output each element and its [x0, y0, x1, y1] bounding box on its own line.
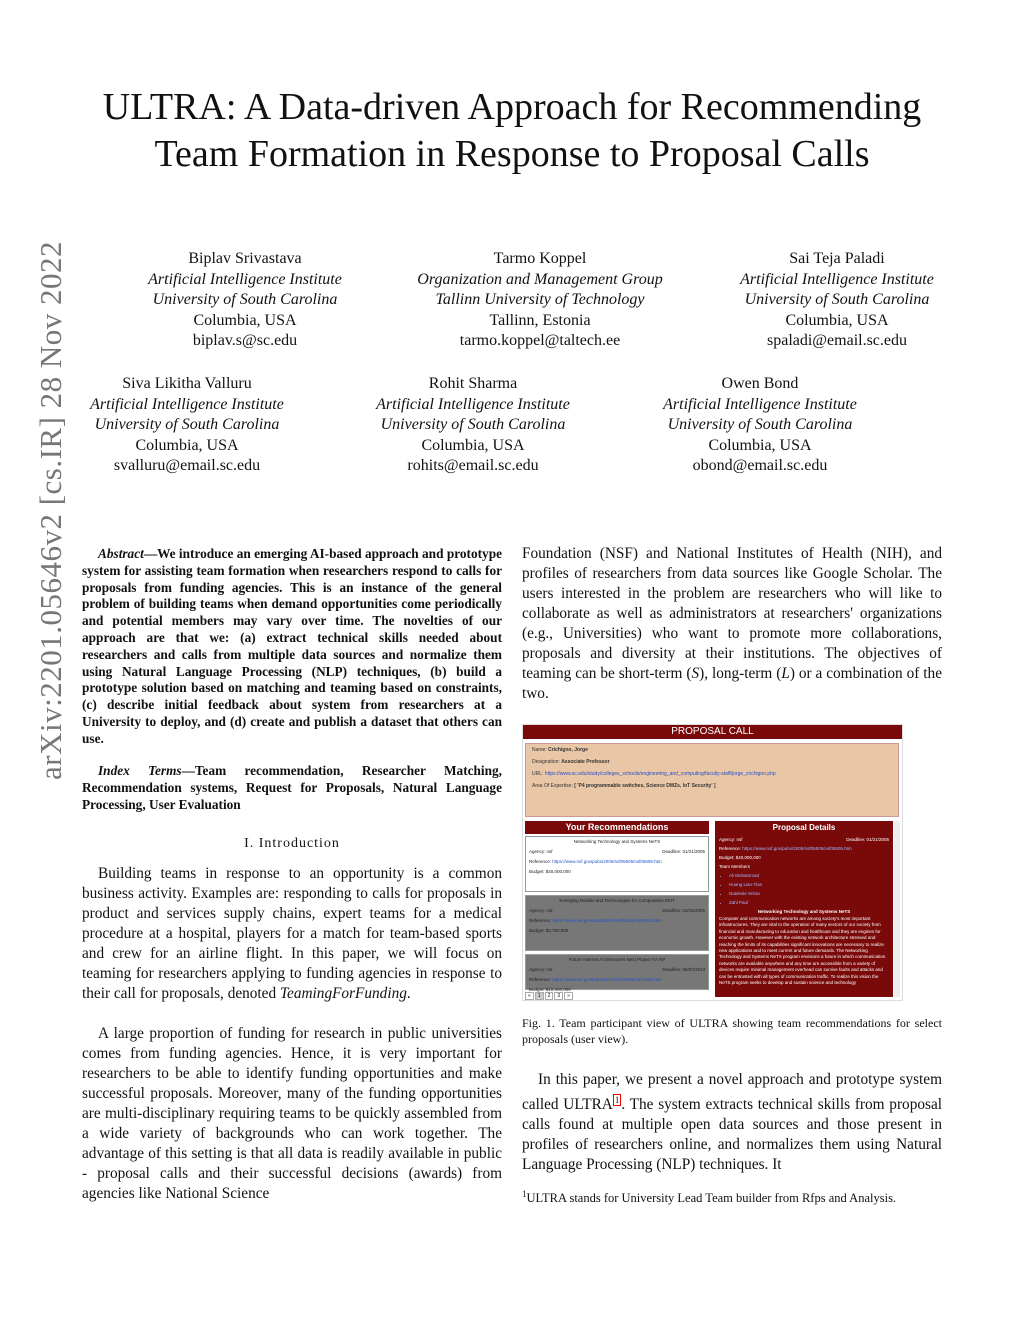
label: Reference: [529, 918, 552, 923]
author-block [400, 249, 680, 352]
label: Reference: [529, 859, 552, 864]
author-block [358, 374, 588, 477]
recommendations-header: Your Recommendations [525, 821, 709, 834]
author-affiliation: University of South Carolina [667, 416, 853, 433]
rec-agency: Agency: nsf [529, 908, 553, 913]
program-title: Networking Technology and Systems NeTS [757, 909, 851, 914]
page-button[interactable]: 3 [554, 992, 563, 1000]
math-symbol: L [781, 665, 790, 682]
rec-reference-link[interactable]: https://www.nsf.gov/pubs/2005/nsf05505/nsf05505.htm [552, 859, 662, 864]
rec-budget: Budget: $3,750,000 [529, 928, 569, 933]
intro-text: . [406, 985, 411, 1002]
intro-paragraph-1 [82, 864, 502, 1004]
author-name: Siva Likitha Valluru [122, 375, 252, 392]
rec-reference-link[interactable]: https://www.nsf.gov/pubs/2005/nsf05524/nsf05524.htm [552, 918, 662, 923]
recommendation-card[interactable] [525, 836, 709, 892]
rec-reference-link[interactable]: https://www.nsf.gov/pubs/2013/nsf13538/nsf13538.htm [552, 977, 662, 982]
author-affiliation: Artificial Intelligence Institute [90, 395, 284, 413]
author-affiliation: University of South Carolina [744, 291, 930, 308]
author-affiliation: Organization and Management Group [417, 270, 663, 288]
figure-caption: Fig. 1. Team participant view of ULTRA showing team recommendations for select proposals (user view). [522, 1016, 942, 1046]
details-reference-link[interactable]: https://www.nsf.gov/pubs/2005/nsf05505/nsf05505.htm [742, 846, 852, 851]
intro-emphasis: TeamingForFunding [279, 985, 407, 1002]
author-affiliation: Tallinn University of Technology [435, 291, 645, 308]
author-affiliation: Artificial Intelligence Institute [148, 270, 342, 288]
index-terms [82, 763, 502, 813]
rec-deadline: Deadline: 06/07/2013 [662, 967, 705, 972]
proposal-details-panel [715, 821, 893, 997]
team-member-link[interactable]: • Zahl Paul [729, 898, 889, 907]
rec-agency: Agency: nsf [529, 849, 553, 854]
abstract-text: —We introduce an emerging AI-based approach and prototype system for assisting team formation when researchers respond to calls for proposals from funding agencies. This is an instance of the general problem of building teams when demand opportunities come periodically and potential members may vary over time. The novelties of our approach are that we: (a) extract technical skills needed about researchers and calls from multiple data sources and normalize them using Natural Language Processing (NLP) techniques, (b) build a prototype solution based on matching and teaming based on constraints, (c) describe initial feedback about system from researchers at a University to deploy, and (d) create and publish a dataset that others can use. [82, 546, 502, 746]
page-button[interactable]: 1 [535, 992, 544, 1000]
intro-paragraph-2: A large proportion of funding for research in public universities comes from funding agencies. Hence, it is very important for researchers to be able to identify funding opportunities and make successful proposals. Moreover, many of the funding opportunities are multi-disciplinary requiring teams to be quickly assembled from a wide variety of backgrounds who can work together. The advantage of this setting is that all data is readily available in public - proposal calls and their successful decisions (awards) from agencies like National Science [82, 1025, 502, 1202]
rec-agency: Agency: nsf [529, 967, 553, 972]
author-name: Owen Bond [721, 375, 799, 392]
rec-title: Networking Technology and Systems NeTS [573, 839, 661, 844]
label: Designation: [532, 759, 560, 765]
author-name: Biplav Srivastava [188, 250, 302, 267]
author-affiliation: Artificial Intelligence Institute [740, 270, 934, 288]
abstract [82, 546, 502, 748]
index-terms-label: Index Terms [98, 763, 182, 778]
details-header: Proposal Details [772, 823, 836, 832]
author-block [722, 249, 952, 352]
author-affiliation: Artificial Intelligence Institute [376, 395, 570, 413]
right-paragraph-1 [522, 544, 942, 704]
profile-designation: Associate Professor [561, 759, 610, 765]
rec-budget: Budget: $10,000,000 [529, 987, 571, 992]
author-location: Columbia, USA [708, 436, 812, 454]
details-scrollbar[interactable] [894, 821, 900, 997]
author-email[interactable]: obond@email.sc.edu [692, 457, 828, 474]
rec-deadline: Deadline: 01/21/2005 [662, 849, 705, 854]
author-affiliation: University of South Carolina [152, 291, 338, 308]
proposal-call-header: PROPOSAL CALL [523, 725, 902, 739]
program-description: Computer and communication networks are among society's most important infrastructures. They are vital to the operation of many sectors of our society from financial and manufacturing to education and healthcare and they are engines for economic growth. However with the existing network architecture stressed and reaching the limits of its capabilities significant innovations are necessary to realize new applications and to meet current and future demands. The Networking Technology and Systems NeTS program envisions a future in which communication networks are available anywhere and any time are accessible from a variety of devices require minimal management overhead can survive faults and attacks and can be entrusted with all types of communication traffic. To realize this vision the NeTS program seeks to develop and sustain science and technology [719, 916, 886, 986]
label: Reference: [719, 846, 742, 851]
author-email[interactable]: tarmo.koppel@taltech.ee [459, 332, 621, 349]
math-symbol: S [691, 665, 700, 682]
profile-panel [525, 743, 899, 817]
label: Area Of Expertise: [532, 783, 573, 789]
author-block [645, 374, 875, 477]
body-text: ) or a combination of the two. [522, 665, 942, 702]
rec-title: Future Internet Architectures Next Phase FIA NP [568, 957, 666, 962]
author-affiliation: University of South Carolina [380, 416, 566, 433]
index-terms-text: —Team recommendation, Researcher Matching, Recommendation systems, Request for Proposals, Natural Language Processing, User Evaluation [82, 763, 502, 812]
author-location: Columbia, USA [785, 311, 889, 329]
author-name: Rohit Sharma [428, 375, 518, 392]
details-agency: Agency: nsf [719, 837, 743, 842]
author-location: Columbia, USA [421, 436, 525, 454]
profile-url-link[interactable]: https://www.sc.edu/study/colleges_schools/engineering_and_computing/faculty-staff/jorge_crichigno.php [544, 771, 776, 777]
author-location: Tallinn, Estonia [489, 311, 591, 329]
author-email[interactable]: svalluru@email.sc.edu [113, 457, 261, 474]
body-text: ), long-term ( [699, 665, 782, 682]
author-email[interactable]: biplav.s@sc.edu [192, 332, 298, 349]
author-email[interactable]: rohits@email.sc.edu [407, 457, 539, 474]
footnote-mark: 1 [522, 1189, 527, 1199]
author-location: Columbia, USA [135, 436, 239, 454]
rec-deadline: Deadline: 03/15/2005 [662, 908, 705, 913]
abstract-label: Abstract [98, 546, 144, 561]
author-location: Columbia, USA [193, 311, 297, 329]
body-text: . The system extracts technical skills from proposal calls found at multiple open data sources and those present in profiles of researchers online, and normalizes them using Natural Language Processing (NLP) techniques. It [522, 1096, 942, 1174]
paper-title: ULTRA: A Data-driven Approach for Recommending Team Formation in Response to Proposal Calls [102, 86, 922, 175]
section-heading: I. Introduction [244, 836, 340, 851]
recommendation-card[interactable] [525, 895, 709, 951]
team-members-list [719, 871, 889, 907]
author-name: Sai Teja Paladi [789, 250, 885, 267]
body-text: Foundation (NSF) and National Institutes of Health (NIH), and profiles of researchers from data sources like Google Scholar. The users interested in the problem are researchers who will like to collaborate as well as administrators at researchers' organizations (e.g., Universities) who want to promote more collaborations, proposals and diversity at their institutions. The objectives of teaming can be short-term ( [522, 545, 942, 682]
details-deadline: Deadline: 01/21/2005 [846, 837, 889, 842]
body-text: In this paper, we present a novel approach and prototype system called ULTRA [522, 1071, 942, 1114]
figure-ultra-screenshot [522, 724, 903, 1001]
label: URL: [532, 771, 544, 777]
author-block [72, 374, 302, 477]
right-paragraph-2 [522, 1070, 942, 1175]
arxiv-stamp[interactable]: arXiv:2201.05646v2 [cs.IR] 28 Nov 2022 [33, 240, 68, 780]
footnote [522, 1186, 942, 1206]
team-member-link[interactable]: • Ali Mohammad [729, 871, 889, 880]
team-member-link[interactable]: • Huang Lian-Tian [729, 880, 889, 889]
page-next-button[interactable]: » [564, 992, 573, 1000]
team-member-link[interactable]: • Natekule Srirao [729, 889, 889, 898]
label: Reference: [529, 977, 552, 982]
team-members-label: Team Members [719, 864, 751, 869]
intro-text: Building teams in response to an opportunity is a common business activity. Examples are: responding to calls for proposals in product and services supply chains, expert teams for a medical procedure at a hospital, players for a match for team-based sports and crew for an airline flight. In this paper, we will focus on teaming for researchers applying to funding agencies in response to their call for proposals, denoted [82, 865, 502, 1002]
recommendation-card[interactable] [525, 954, 709, 990]
footnote-reference-link[interactable]: 1 [614, 1095, 620, 1105]
page-button[interactable]: 2 [545, 992, 554, 1000]
footnote-text: ULTRA stands for University Lead Team builder from Rfps and Analysis. [526, 1191, 897, 1206]
pagination [525, 992, 573, 1000]
page-prev-button[interactable]: « [525, 992, 534, 1000]
author-email[interactable]: spaladi@email.sc.edu [766, 332, 908, 349]
profile-expertise: [ 'P4 programmable switches, Science DMZs, IoT Security' ] [574, 783, 716, 789]
author-name: Tarmo Koppel [493, 250, 587, 267]
profile-name: Crichigno, Jorge [548, 747, 588, 753]
label: Name: [532, 747, 547, 753]
author-affiliation: University of South Carolina [94, 416, 280, 433]
details-budget: Budget: $40,000,000 [719, 855, 761, 860]
author-block [130, 249, 360, 352]
rec-budget: Budget: $40,000,000 [529, 869, 571, 874]
rec-title: Emerging Models and Technologies for Computation EMT [559, 898, 675, 903]
author-affiliation: Artificial Intelligence Institute [663, 395, 857, 413]
